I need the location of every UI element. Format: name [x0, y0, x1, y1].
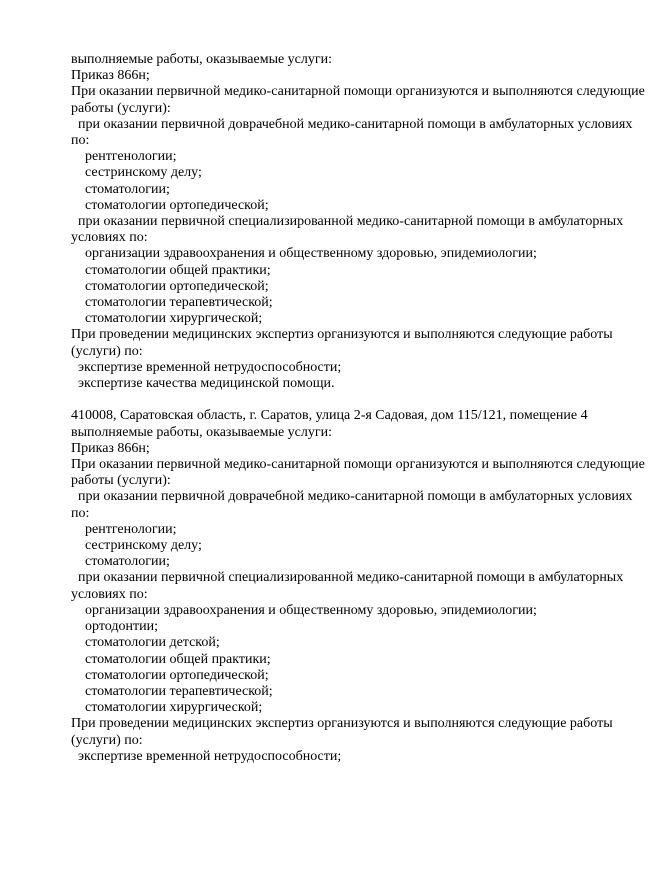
document-line: рентгенологии;: [71, 521, 177, 537]
document-line: стоматологии ортопедической;: [71, 278, 269, 294]
document-line: При оказании первичной медико-санитарной помощи организуются и выполняются следующие: [71, 84, 645, 100]
document-line: при оказании первичной доврачебной медико-санитарной помощи в амбулаторных условиях: [71, 116, 633, 132]
document-line: организации здравоохранения и общественному здоровью, эпидемиологии;: [71, 602, 537, 618]
document-text-block: [71, 52, 655, 765]
document-line: выполняемые работы, оказываемые услуги:: [71, 424, 333, 440]
document-line: стоматологии ортопедической;: [71, 667, 269, 683]
document-line: (услуги) по:: [71, 343, 143, 359]
document-line: Приказ 866н;: [71, 68, 150, 84]
document-line: стоматологии терапевтической;: [71, 295, 273, 311]
document-line: стоматологии ортопедической;: [71, 197, 269, 213]
document-line: экспертизе качества медицинской помощи.: [71, 376, 335, 392]
document-line: при оказании первичной доврачебной медико-санитарной помощи в амбулаторных условиях: [71, 489, 633, 505]
document-line: рентгенологии;: [71, 149, 177, 165]
document-line: организации здравоохранения и общественному здоровью, эпидемиологии;: [71, 246, 537, 262]
document-line: стоматологии хирургической;: [71, 700, 263, 716]
document-line: стоматологии общей практики;: [71, 651, 271, 667]
document-line: Приказ 866н;: [71, 440, 150, 456]
document-line: условиях по:: [71, 586, 148, 602]
document-line: работы (услуги):: [71, 100, 171, 116]
document-line: экспертизе временной нетрудоспособности;: [71, 748, 342, 764]
document-line: стоматологии общей практики;: [71, 262, 271, 278]
document-line: ортодонтии;: [71, 619, 158, 635]
document-line: сестринскому делу;: [71, 538, 202, 554]
document-line: условиях по:: [71, 230, 148, 246]
document-line: При проведении медицинских экспертиз организуются и выполняются следующие работы: [71, 716, 613, 732]
document-line: при оказании первичной специализированной медико-санитарной помощи в амбулаторных: [71, 214, 624, 230]
document-blank-line: [71, 392, 655, 408]
document-line: при оказании первичной специализированной медико-санитарной помощи в амбулаторных: [71, 570, 624, 586]
document-line: При проведении медицинских экспертиз организуются и выполняются следующие работы: [71, 327, 613, 343]
document-line: работы (услуги):: [71, 473, 171, 489]
document-line: сестринскому делу;: [71, 165, 202, 181]
document-line: (услуги) по:: [71, 732, 143, 748]
document-line: стоматологии терапевтической;: [71, 683, 273, 699]
document-line: экспертизе временной нетрудоспособности;: [71, 359, 342, 375]
document-line: стоматологии;: [71, 554, 170, 570]
document-line: стоматологии хирургической;: [71, 311, 263, 327]
document-line: по:: [71, 505, 90, 521]
document-line: стоматологии детской;: [71, 635, 220, 651]
document-line: выполняемые работы, оказываемые услуги:: [71, 52, 333, 67]
document-line: по:: [71, 133, 90, 149]
document-line: 410008, Саратовская область, г. Саратов, улица 2-я Садовая, дом 115/121, помещение 4: [71, 408, 588, 424]
document-line: При оказании первичной медико-санитарной помощи организуются и выполняются следующие: [71, 457, 645, 473]
document-line: стоматологии;: [71, 181, 170, 197]
